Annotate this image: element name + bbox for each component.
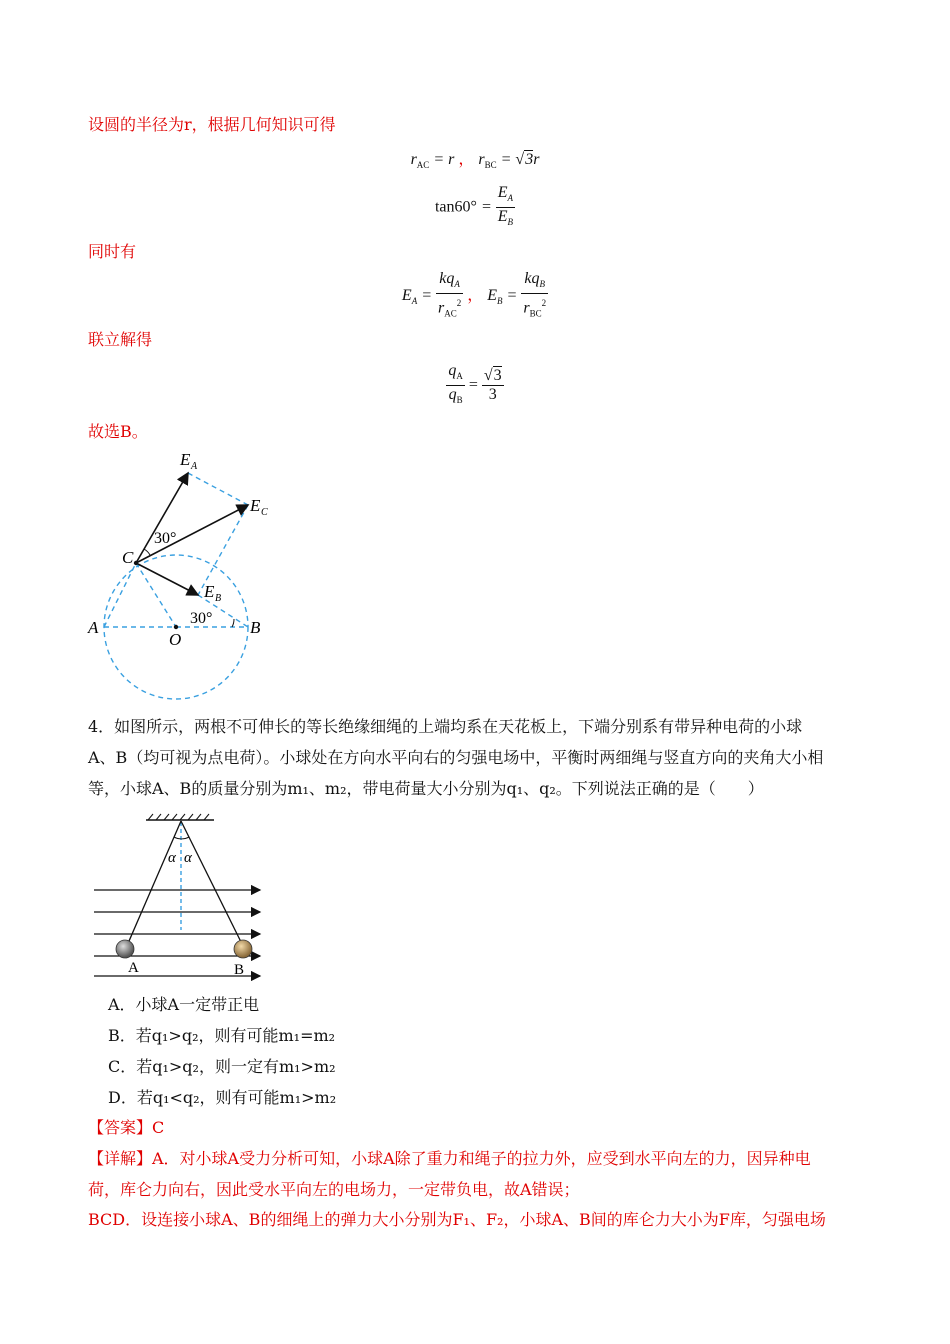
parallelogram-top [188,473,248,505]
label-alpha-right: α [184,850,192,866]
solution-same-time: 同时有 [88,242,137,261]
solution-choose-b: 故选B。 [88,422,148,441]
label-o: O [169,630,182,649]
explanation-line-1: 【详解】A．对小球A受力分析可知，小球A除了重力和绳子的拉力外，应受到水平向左的力，因异种电 [88,1149,811,1168]
label-c: C [122,548,134,567]
label-alpha-left: α [168,850,176,866]
string-b [181,821,244,948]
ball-b [234,940,252,958]
point-o [174,625,178,629]
string-a [126,821,181,948]
choice-d: D．若q₁<q₂，则有可能m₁>m₂ [108,1088,337,1107]
question-4-line-1: 4．如图所示，两根不可伸长的等长绝缘细绳的上端均系在天花板上，下端分别系有带异种电荷的小球 [88,717,803,736]
eq-r-ac: $r_{AC} = r$ [410,151,455,171]
label-ball-a: A [128,960,139,976]
point-c [134,561,138,565]
label-ec: E [250,496,261,515]
explanation-line-3: BCD．设连接小球A、B的细绳上的弹力大小分别为F₁、F₂，小球A、B间的库仑力大小为F库，匀强电场 [88,1210,826,1229]
eq-ea: $E_A$ = $\frac{kq_A}{r_{AC}^2}$ [401,270,462,319]
choice-a: A．小球A一定带正电 [108,995,260,1014]
eq-eb: $E_B$ = $\frac{kq_B}{r_{BC}^2}$ [487,270,547,319]
label-ea-sub: A [191,461,198,472]
field-vector-diagram [80,445,290,705]
choice-c: C．若q₁>q₂，则一定有m₁>m₂ [108,1057,336,1076]
equation-ratio: $\frac{q_A}{q_B}$ = $\frac{√3}{3}$ [448,362,502,406]
question-4-line-2: A、B（均可视为点电荷）。小球处在方向水平向右的匀强电场中，平衡时两细绳与竖直方向的夹角大小相 [88,748,824,767]
equation-radii: $r_{AC} = r$ ， $r_{BC} = √3r$ [410,151,540,171]
label-ec-sub: C [261,507,268,518]
segment-ac [104,563,136,627]
ball-a [116,940,134,958]
label-ea: E [180,450,191,469]
answer: 【答案】C [88,1118,165,1137]
eq-r-bc: $r_{BC} = √3r$ [478,151,540,171]
label-eb: E [204,582,215,601]
question-4-line-3: 等，小球A、B的质量分别为m₁、m₂，带电荷量大小分别为q₁、q₂。下列说法正确的是（ ） [88,779,764,798]
label-angle-top: 30° [154,530,177,547]
label-b: B [250,618,261,637]
solution-radius-line: 设圆的半径为r，根据几何知识可得 [88,115,336,134]
angle-arc-bottom [232,619,234,627]
label-a: A [88,618,99,637]
label-eb-sub: B [215,593,222,604]
solution-combine: 联立解得 [88,330,153,349]
label-angle-bottom: 30° [190,610,213,627]
equation-tan: tan60° = $\frac{E_A}{E_B}$ [434,184,514,228]
explanation-line-2: 荷，库仑力向右，因此受水平向左的电场力，一定带负电，故A错误； [88,1180,580,1199]
label-ball-b: B [234,962,245,978]
pendulum-diagram [88,812,273,982]
angle-arc-top [144,549,150,555]
choice-b: B．若q₁>q₂，则有可能m₁=m₂ [108,1026,336,1045]
ceiling [146,814,214,820]
equation-field: $E_A$ = $\frac{kq_A}{r_{AC}^2}$ ， $E_B$ = $\frac{kq_B}{r_{BC}^2}$ [401,270,547,319]
